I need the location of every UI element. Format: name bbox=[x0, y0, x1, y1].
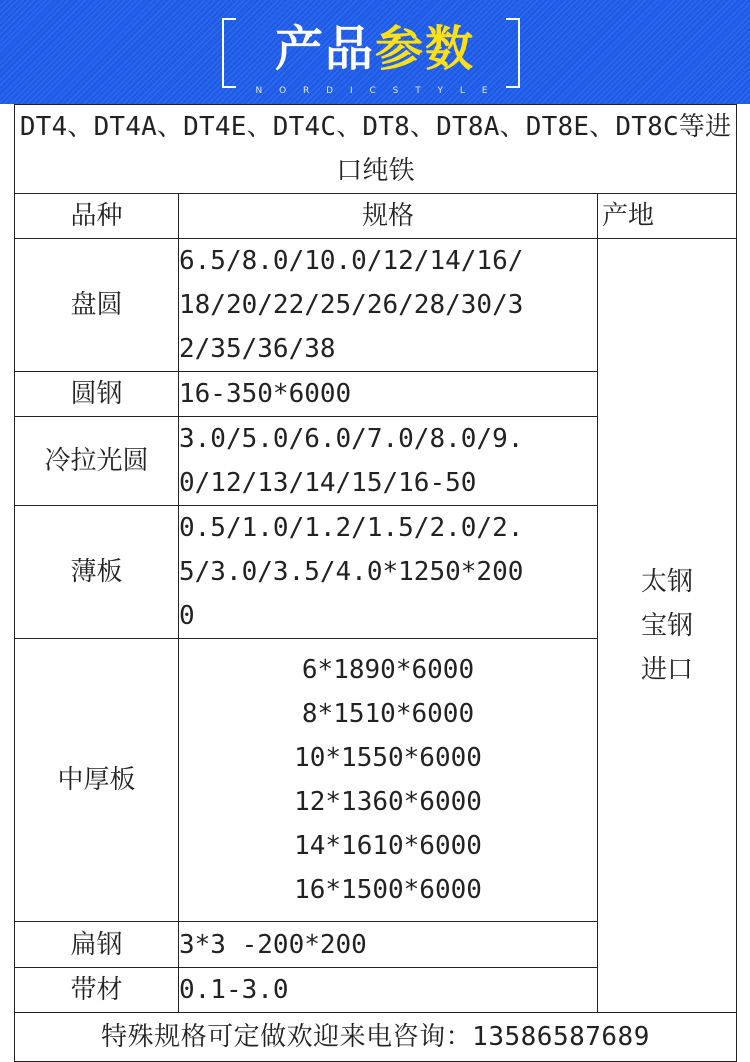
origin-cell bbox=[598, 239, 737, 1013]
banner-title-white: 产品 bbox=[274, 21, 375, 77]
spec-line: 0/12/13/14/15/16-50 bbox=[179, 468, 477, 498]
spec-cell bbox=[179, 639, 598, 922]
origin-line: 宝钢 bbox=[641, 610, 694, 641]
variety-cell: 冷拉光圆 bbox=[15, 417, 179, 506]
spec-cell bbox=[179, 968, 598, 1013]
header-origin: 产地 bbox=[598, 194, 737, 239]
variety-cell: 圆钢 bbox=[15, 372, 179, 417]
spec-line: 3*3 -200*200 bbox=[179, 929, 367, 960]
spec-line: 3.0/5.0/6.0/7.0/8.0/9. bbox=[179, 424, 524, 454]
footer-contact-note: 特殊规格可定做欢迎来电咨询：13586587689 bbox=[15, 1013, 737, 1062]
spec-line: 8*1510*6000 bbox=[301, 699, 475, 729]
banner-subtitle: N O R D I C S T Y L E bbox=[255, 86, 495, 96]
spec-line: 6.5/8.0/10.0/12/14/16/ bbox=[179, 246, 524, 276]
origin-line: 太钢 bbox=[641, 566, 694, 597]
spec-cell bbox=[179, 417, 598, 506]
product-spec-table bbox=[14, 104, 737, 1062]
header-spec: 规格 bbox=[179, 194, 598, 239]
header-variety: 品种 bbox=[15, 194, 179, 239]
spec-line: 14*1610*6000 bbox=[294, 831, 482, 861]
spec-line: 0 bbox=[179, 601, 195, 631]
spec-line: 10*1550*6000 bbox=[294, 743, 482, 773]
variety-cell: 中厚板 bbox=[15, 639, 179, 922]
variety-cell: 盘圆 bbox=[15, 239, 179, 372]
spec-line: 16-350*6000 bbox=[179, 379, 352, 409]
variety-cell: 薄板 bbox=[15, 506, 179, 639]
spec-line: 0.1-3.0 bbox=[179, 975, 289, 1005]
spec-line: 16*1500*6000 bbox=[294, 875, 482, 905]
spec-line: 5/3.0/3.5/4.0*1250*200 bbox=[179, 557, 524, 587]
spec-line: 18/20/22/25/26/28/30/3 bbox=[179, 290, 524, 320]
table-headline: DT4、DT4A、DT4E、DT4C、DT8、DT8A、DT8E、DT8C等进口纯铁 bbox=[15, 105, 737, 194]
variety-cell: 带材 bbox=[15, 968, 179, 1013]
variety-cell: 扁钢 bbox=[15, 922, 179, 968]
banner-title bbox=[0, 14, 750, 84]
spec-line: 2/35/36/38 bbox=[179, 334, 336, 364]
banner-title-yellow: 参数 bbox=[375, 21, 476, 77]
spec-line: 12*1360*6000 bbox=[294, 787, 482, 817]
spec-cell bbox=[179, 372, 598, 417]
spec-cell bbox=[179, 922, 598, 968]
spec-cell bbox=[179, 239, 598, 372]
spec-cell bbox=[179, 506, 598, 639]
origin-line: 进口 bbox=[641, 654, 694, 685]
spec-line: 0.5/1.0/1.2/1.5/2.0/2. bbox=[179, 513, 524, 543]
header-banner bbox=[0, 0, 750, 104]
spec-line: 6*1890*6000 bbox=[301, 655, 475, 685]
